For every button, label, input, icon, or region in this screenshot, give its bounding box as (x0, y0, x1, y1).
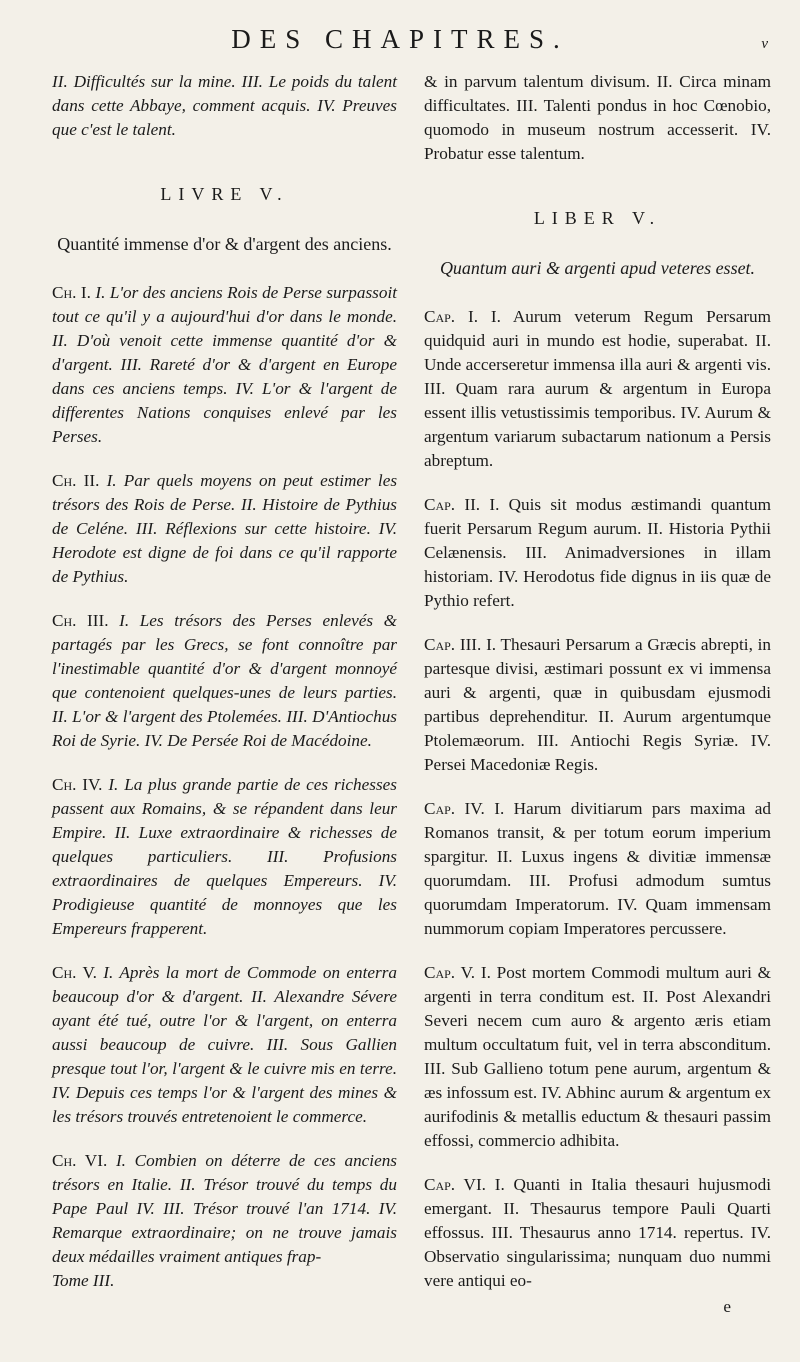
chapter-label: Ch. II. (52, 471, 100, 490)
latin-chapter-1 (424, 305, 771, 473)
chapter-summary: I. Par quels moyens on peut estimer les trésors des Rois de Perse. II. Histoire de Pythius de Celéne. III. Réflexions sur cette histoire. IV. Herodote est digne de foi dans ce qu'il rapporte de Pythius. (52, 471, 398, 586)
latin-column (424, 70, 771, 1319)
latin-chapter-6 (424, 1173, 771, 1293)
french-chapter-5 (52, 961, 397, 1129)
chapter-summary: I. Les trésors des Perses enlevés & partagés par les Grecs, se font connoître par l'inestimable quantité d'or & d'argent monnoyé que contenoient quelques-unes de leurs parties. II. L'or & l'argent des Ptolemées. III. D'Antiochus Roi de Syrie. IV. De Persée Roi de Macédoine. (52, 611, 398, 750)
french-chapter-2 (52, 469, 397, 589)
running-head: DES CHAPITRES. (231, 24, 569, 54)
volume-signature: Tome III. (52, 1271, 115, 1290)
chapter-label: Cap. I. (424, 307, 478, 326)
french-intro: II. Difficultés sur la mine. III. Le poids du talent dans cette Abbaye, comment acquis. IV. Preuves que c'est le talent. (52, 72, 397, 139)
french-book-subtitle: Quantité immense d'or & d'argent des anciens. (57, 234, 392, 254)
latin-chapter-2 (424, 493, 771, 613)
folio: v (761, 36, 768, 52)
chapter-label: Ch. I. (52, 283, 91, 302)
chapter-summary: I. Aurum veterum Regum Persarum quidquid auri in mundo est hodie, superabat. II. Unde accerseretur immensa illa auri & argenti vis. III. Quam rara aurum & argentum in Europa essent illis vetustissimis temporibus. IV. Aurum & argentum variarum subactarum nationum a Persis abreptum. (424, 307, 772, 470)
latin-intro: & in parvum talentum divisum. II. Circa minam difficultates. III. Talenti pondus in hoc Cœnobio, quomodo in museum nostrum accesserit. IV. Probatur esse talentum. (424, 72, 771, 163)
french-chapter-6 (52, 1149, 397, 1269)
chapter-summary: I. Après la mort de Commode on enterra beaucoup d'or & d'argent. II. Alexandre Sévere ayant été tué, outre l'or & l'argent, on enterra aussi beaucoup de cuivre. III. Sous Gallien presque tout l'or, l'argent & le cuivre mis en terre. IV. Depuis ces temps l'or & l'argent des mines & les trésors trouvés entretenoient le commerce. (52, 963, 398, 1126)
chapter-summary: I. Harum divitiarum pars maxima ad Romanos transit, & per totum eorum imperium spargitur. II. Luxus ingens & divitiæ immensæ quorumdam. III. Profusi admodum sumtus quorumdam Imperatorum. IV. Quam immensam nummorum copiam Imperatores percussere. (424, 799, 772, 938)
chapter-label: Ch. IV. (52, 775, 103, 794)
signature-mark: e (723, 1297, 731, 1316)
chapter-label: Ch. III. (52, 611, 109, 630)
chapter-summary: I. Thesauri Persarum a Græcis abrepti, in partesque divisi, æstimari possunt ex vi immensa auri & argenti, quæ in quibusdam ejusmodi partibus deprehenditur. II. Aurum argentumque Ptolemæorum. III. Antiochi Regis Syriæ. IV. Persei Macedoniæ Regis. (424, 635, 771, 774)
chapter-summary: I. Post mortem Commodi multum auri & argenti in terra conditum est. II. Post Alexandri Severi necem cum auro & argento æris etiam multum occultatum fuit, vel in terra absconditum. III. Sub Gallieno totum pene aurum, argentum & æs infossum est. IV. Abhinc aurum & argentum ex aurifodinis & metallis eductum & thesauri passim effossi, commercio adhibita. (424, 963, 772, 1150)
latin-chapter-4 (424, 797, 771, 941)
chapter-label: Ch. VI. (52, 1151, 108, 1170)
chapter-label: Cap. II. (424, 495, 481, 514)
chapter-label: Cap. III. (424, 635, 482, 654)
latin-book-subtitle: Quantum auri & argenti apud veteres esset. (439, 258, 756, 278)
chapter-label: Ch. V. (52, 963, 97, 982)
chapter-label: Cap. V. (424, 963, 476, 982)
chapter-summary: I. L'or des anciens Rois de Perse surpassoit tout ce qu'il y a aujourd'hui d'or dans le monde. II. D'où venoit cette immense quantité d'or & d'argent. III. Rareté d'or & d'argent en Europe dans ces anciens temps. IV. L'or & l'argent de differentes Nations conquises enlevé par les Perses. (52, 283, 398, 446)
chapter-summary: I. La plus grande partie de ces richesses passent aux Romains, & se répandent dans leur Empire. II. Luxe extraordinaire & richesses de quelques particuliers. III. Profusions extraordinaires de quelques Empereurs. IV. Prodigieuse quantité de monnoyes que les Empereurs frapperent. (52, 775, 397, 938)
french-column (52, 70, 397, 1293)
french-chapter-3 (52, 609, 397, 753)
french-chapter-4 (52, 773, 397, 941)
chapter-summary: I. Combien on déterre de ces anciens trésors en Italie. II. Trésor trouvé du temps du Pape Paul IV. III. Trésor trouvé l'an 1714. IV. Remarque extraordinaire; on ne trouve jamais deux médailles vraiment antiques frap- (52, 1151, 397, 1266)
french-book-title: LIVRE V. (160, 184, 289, 204)
chapter-summary: I. Quis sit modus æstimandi quantum fuerit Persarum Regum aurum. II. Historia Pythii Celænensis. III. Animadversiones in illam historiam. IV. Herodotus fide dignus in iis quæ de Pythio refert. (424, 495, 771, 610)
chapter-label: Cap. VI. (424, 1175, 486, 1194)
latin-chapter-5 (424, 961, 771, 1153)
french-chapter-1 (52, 281, 397, 449)
latin-book-title: LIBER V. (533, 208, 662, 228)
latin-chapter-3 (424, 633, 771, 777)
chapter-summary: I. Quanti in Italia thesauri hujusmodi emergant. II. Thesaurus tempore Pauli Quarti effossus. III. Thesaurus anno 1714. repertus. IV. Observatio singularissima; nunquam duo nummi vere antiqui eo- (424, 1175, 771, 1290)
chapter-label: Cap. IV. (424, 799, 485, 818)
